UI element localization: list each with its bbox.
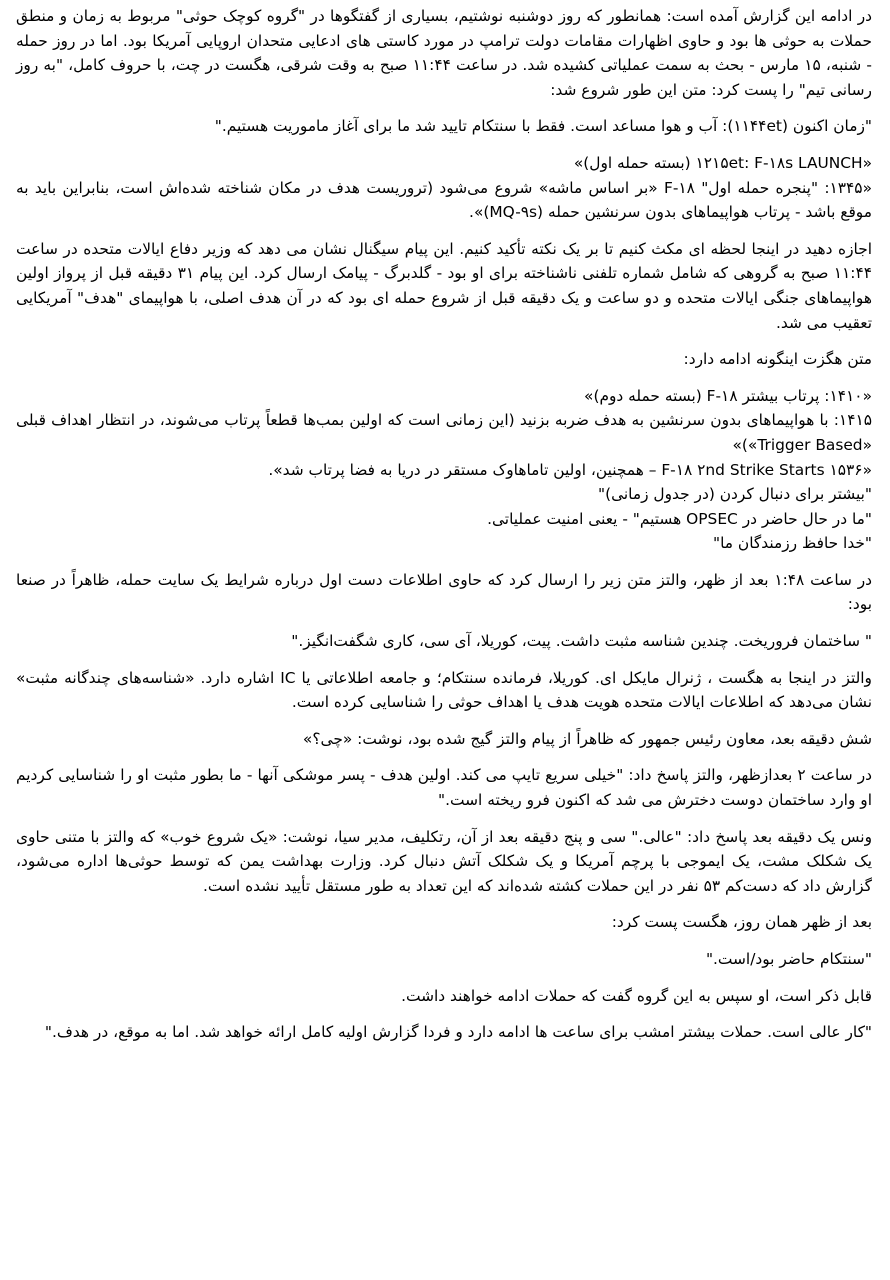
paragraph-waltz-explanation: والتز در اینجا به هگست ، ژنرال مایکل ای. کوریلا، فرمانده سنتکام؛ و جامعه اطلاعاتی یا IC اشاره دارد. «شناسه‌های چندگانه مثبت» نشان می‌دهد که اطلاعات ایالات متحده هویت هدف یا اهداف حوثی را شناسایی کرده است. bbox=[16, 668, 872, 712]
quote-great-work: "کار عالی است. حملات بیشتر امشب برای ساعت ها ادامه دارد و فردا گزارش اولیه کامل ارائه خواهد شد. اما به موقع، در هدف." bbox=[44, 1023, 872, 1042]
paragraph-hegseth-continues: متن هگزت اینگونه ادامه دارد: bbox=[683, 350, 872, 369]
timeline-entry-1410: «۱۴۱۰: پرتاب بیشتر F-۱۸ (بسته حمله دوم)» bbox=[584, 386, 872, 405]
paragraph-vice-president: شش دقیقه بعد، معاون رئیس جمهور که ظاهراً از پیام والتز گیج شده بود، نوشت: «چی؟» bbox=[302, 729, 872, 748]
paragraph-vance-reply: ونس یک دقیقه بعد پاسخ داد: "عالی." سی و پنج دقیقه بعد از آن، رتکلیف، مدیر سیا، نوشت: «یک شروع خوب» که والتز با متنی حاوی یک شکلک مشت، یک ایموجی با پرچم آمریکا و یک شکلک آتش دنبال کرد. وزارت بهداشت یمن که توسط حوثی‌ها اداره می‌شود، گزارش داد که دست‌کم ۵۳ نفر در این حملات کشته شده‌اند که این تعداد به طور مستقل تأیید نشده است. bbox=[16, 827, 872, 895]
quote-opsec: "ما در حال حاضر در OPSEC هستیم" - یعنی امنیت عملیاتی. bbox=[487, 509, 872, 528]
quote-time-now: "زمان اکنون (۱۱۴۴et): آب و هوا مساعد است. فقط با سنتکام تایید شد ما برای آغاز ماموریت هستیم." bbox=[214, 117, 872, 136]
paragraph-waltz-148: در ساعت ۱:۴۸ بعد از ظهر، والتز متن زیر را ارسال کرد که حاوی اطلاعات دست اول درباره شرایط یک سایت حمله، ظاهراً در صنعا بود: bbox=[16, 570, 872, 614]
paragraph-afternoon-post: بعد از ظهر همان روز، هگست پست کرد: bbox=[611, 913, 872, 932]
paragraph-attacks-continue: قابل ذکر است، او سپس به این گروه گفت که حملات ادامه خواهند داشت. bbox=[401, 986, 872, 1005]
paragraph-waltz-reply: در ساعت ۲ بعدازظهر، والتز پاسخ داد: "خیلی سریع تایپ می کند. اولین هدف - پسر موشکی آنها - ما بطور مثبت او را شناسایی کردیم او وارد ساختمان دوست دخترش می شد که اکنون فرو ریخته است." bbox=[16, 766, 872, 810]
timeline-entry-1415: ۱۴۱۵: با هواپیماهای بدون سرنشین به هدف ضربه بزنید (این زمانی است که اولین بمب‌ها قطعاً پرتاب می‌شوند، در انتظار اهداف قبلی «Trigger Based»)» bbox=[16, 411, 872, 454]
paragraph-pause-emphasis: اجازه دهید در اینجا لحظه ای مکث کنیم تا بر یک نکته تأکید کنیم. این پیام سیگنال نشان می دهد که وزیر دفاع ایالات متحده در ساعت ۱۱:۴۴ صبح به گروهی که شامل شماره تلفنی ناشناخته برای او بود - گلدبرگ - پیامک ارسال کرد. این پیام ۳۱ دقیقه قبل از پرواز اولین هواپیماهای جنگی ایالات متحده و دو ساعت و یک دقیقه قبل از شروع حمله ای بود که در آن هدف اصلی، با هواپیمای "هدف" آمریکایی تعقیب می شد. bbox=[16, 239, 872, 332]
quote-building-collapsed: " ساختمان فروریخت. چندین شناسه مثبت داشت. پیت، کوریلا، آی سی، کاری شگفت‌انگیز." bbox=[291, 632, 872, 651]
timeline-entry-1345: «۱۳۴۵: "پنجره حمله اول" F-۱۸ «بر اساس ماشه» شروع می‌شود (تروریست هدف در مکان شناخته شده‌اش است، بنابراین باید به موقع باشد - پرتاب هواپیماهای بدون سرنشین حمله (MQ-۹s)». bbox=[16, 178, 872, 222]
quote-more-to-follow: "بیشتر برای دنبال کردن (در جدول زمانی)" bbox=[597, 485, 872, 504]
paragraph-intro: در ادامه این گزارش آمده است: همانطور که روز دوشنبه نوشتیم، بسیاری از گفتگوها در "گروه کوچک حوثی" مربوط به زمان و منطق حملات به حوثی ها بود و حاوی اظهارات مقامات دولت ترامپ در مورد کاستی های ادعایی متحدان اروپایی آمریکا بود. اما در روز حمله - شنبه، ۱۵ مارس - بحث به سمت عملیاتی کشیده شد. در ساعت ۱۱:۴۴ صبح به وقت شرقی، هگست در چت، با حروف کامل، "به روز رسانی تیم" را پست کرد: متن این طور شروع شد: bbox=[16, 7, 872, 99]
timeline-entry-1536: «۱۵۳۶ F-۱۸ ۲nd Strike Starts – همچنین، اولین تاماهاوک مستقر در دریا به فضا پرتاب شد». bbox=[268, 460, 872, 479]
quote-godspeed: "خدا حافظ رزمندگان ما" bbox=[713, 534, 872, 553]
timeline-entry-1215: «۱۲۱۵et: F-۱۸s LAUNCH (بسته حمله اول)» bbox=[573, 153, 872, 172]
quote-centcom: "سنتکام حاضر بود/است." bbox=[705, 950, 872, 968]
